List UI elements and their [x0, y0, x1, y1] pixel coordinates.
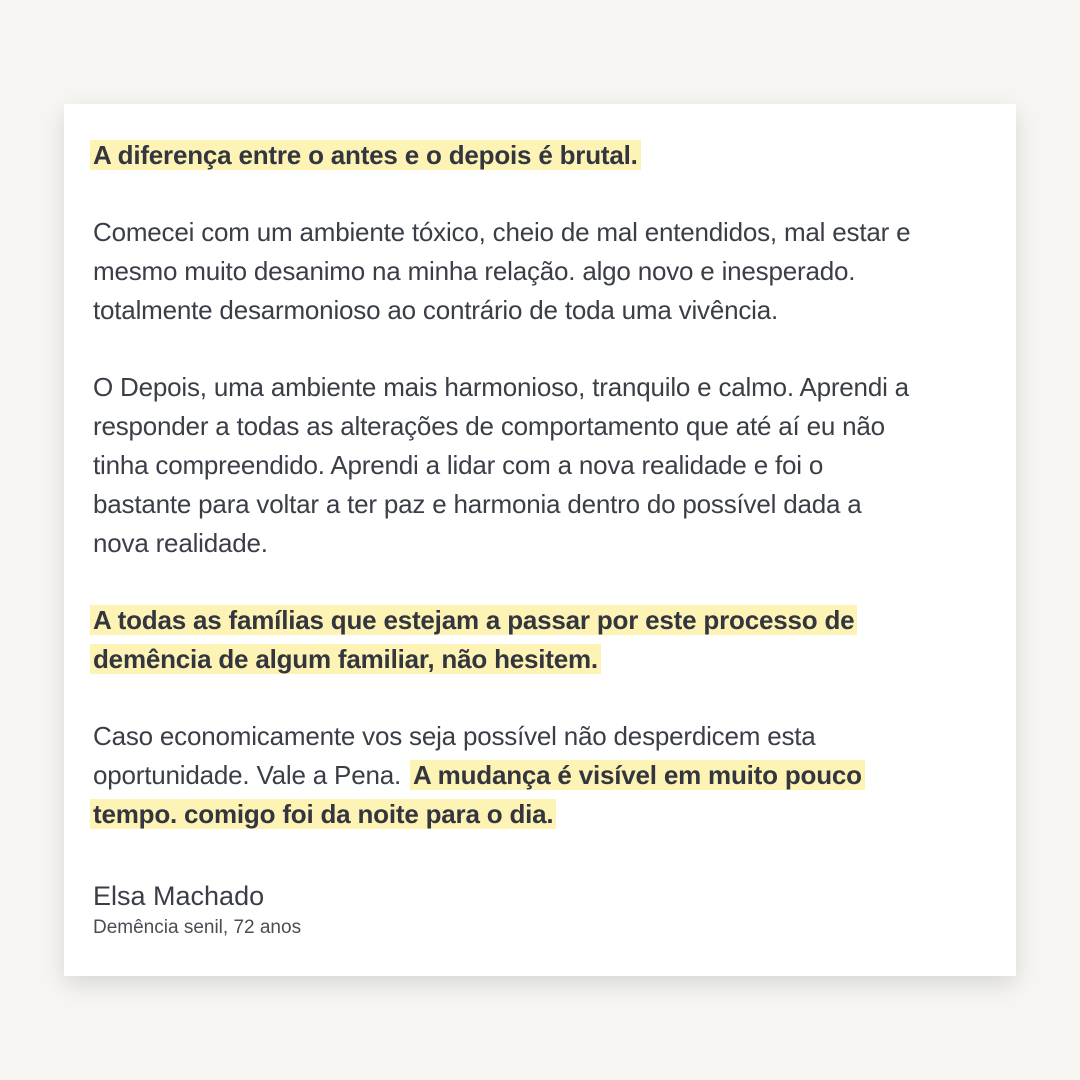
author-detail: Demência senil, 72 anos [93, 917, 302, 938]
paragraph-line: Caso economicamente vos seja possível não desperdicem esta [93, 721, 816, 751]
paragraph-line: Comecei com um ambiente tóxico, cheio de mal entendidos, mal estar e [93, 217, 911, 247]
highlight-line: A todas as famílias que estejam a passar por este processo de [90, 605, 857, 635]
paragraph-text: oportunidade. Vale a Pena. [93, 760, 409, 790]
paragraph-line: tinha compreendido. Aprendi a lidar com a nova realidade e foi o [93, 450, 824, 480]
paragraph-line: nova realidade. [93, 528, 268, 558]
paragraph-line: O Depois, uma ambiente mais harmonioso, tranquilo e calmo. Aprendi a [93, 372, 909, 402]
paragraph-line: mesmo muito desanimo na minha relação. algo novo e inesperado. [93, 256, 856, 286]
paragraph-line: bastante para voltar a ter paz e harmonia dentro do possível dada a [93, 489, 862, 519]
heading-highlight: A diferença entre o antes e o depois é brutal. [90, 140, 641, 170]
testimonial-content [93, 136, 1003, 942]
highlight-line: tempo. comigo foi da noite para o dia. [90, 799, 556, 829]
paragraph-line: totalmente desarmonioso ao contrário de toda uma vivência. [93, 295, 779, 325]
author-name: Elsa Machado [93, 881, 265, 911]
highlight-line: A mudança é visível em muito pouco [410, 760, 865, 790]
paragraph-line: responder a todas as alterações de comportamento que até aí eu não [93, 411, 885, 441]
highlight-line: demência de algum familiar, não hesitem. [90, 644, 601, 674]
